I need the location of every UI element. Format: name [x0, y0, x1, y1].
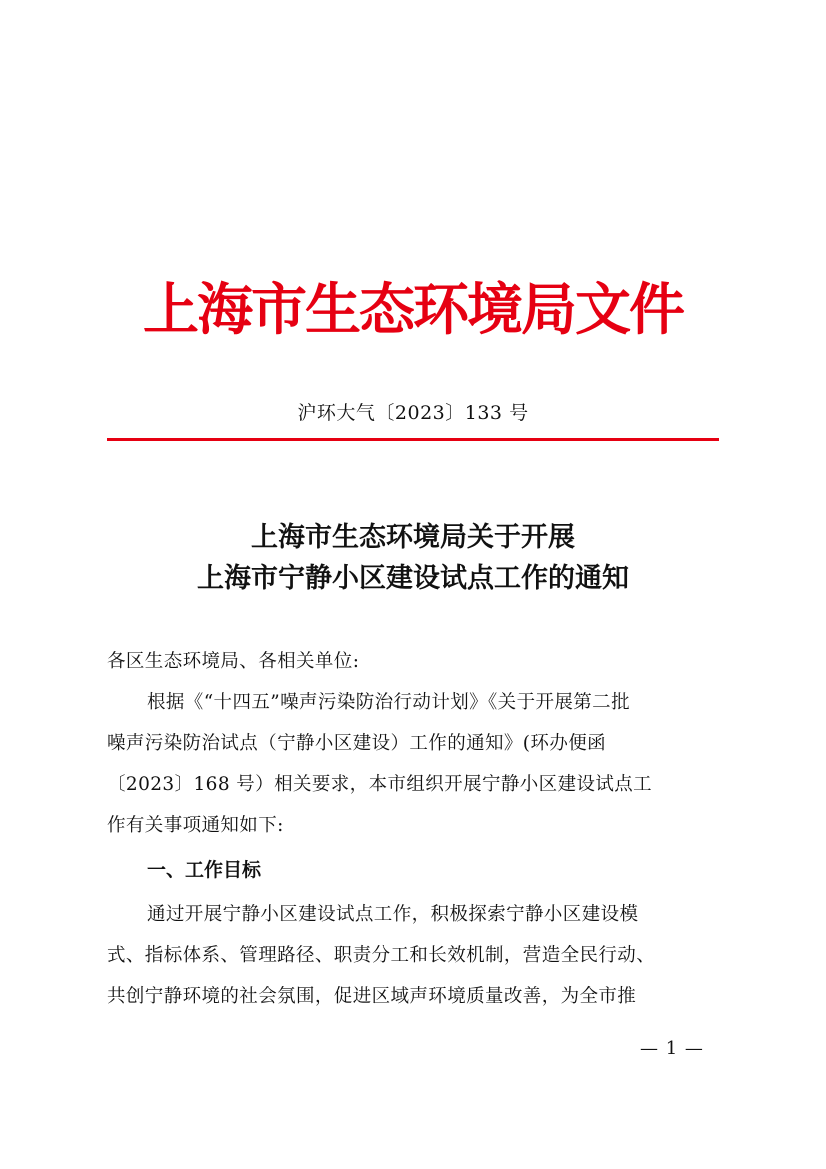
addressee: 各区生态环境局、各相关单位: — [107, 651, 360, 672]
red-divider-line — [107, 438, 719, 441]
notice-title-line-1: 上海市生态环境局关于开展 — [251, 522, 575, 553]
paragraph-1-line-1: 根据《“十四五”噪声污染防治行动计划》《关于开展第二批 — [147, 692, 630, 713]
document-number: 沪环大气〔2023〕133 号 — [297, 402, 529, 424]
page-number: — 1 — — [640, 1038, 704, 1059]
masthead-title: 上海市生态环境局文件 — [143, 277, 683, 343]
section-1-heading: 一、工作目标 — [147, 859, 262, 881]
paragraph-2-line-2: 式、指标体系、管理路径、职责分工和长效机制，营造全民行动、 — [107, 945, 656, 966]
paragraph-2-line-3: 共创宁静环境的社会氛围，促进区域声环境质量改善，为全市推 — [107, 986, 637, 1007]
paragraph-2-line-1: 通过开展宁静小区建设试点工作，积极探索宁静小区建设模 — [147, 904, 639, 925]
paragraph-1-line-4: 作有关事项通知如下: — [107, 815, 284, 836]
notice-title-line-2: 上海市宁静小区建设试点工作的通知 — [197, 563, 629, 594]
paragraph-1-line-2: 噪声污染防治试点（宁静小区建设）工作的通知》(环办便函 — [107, 733, 607, 754]
paragraph-1-line-3: 〔2023〕168 号）相关要求，本市组织开展宁静小区建设试点工 — [107, 774, 653, 795]
